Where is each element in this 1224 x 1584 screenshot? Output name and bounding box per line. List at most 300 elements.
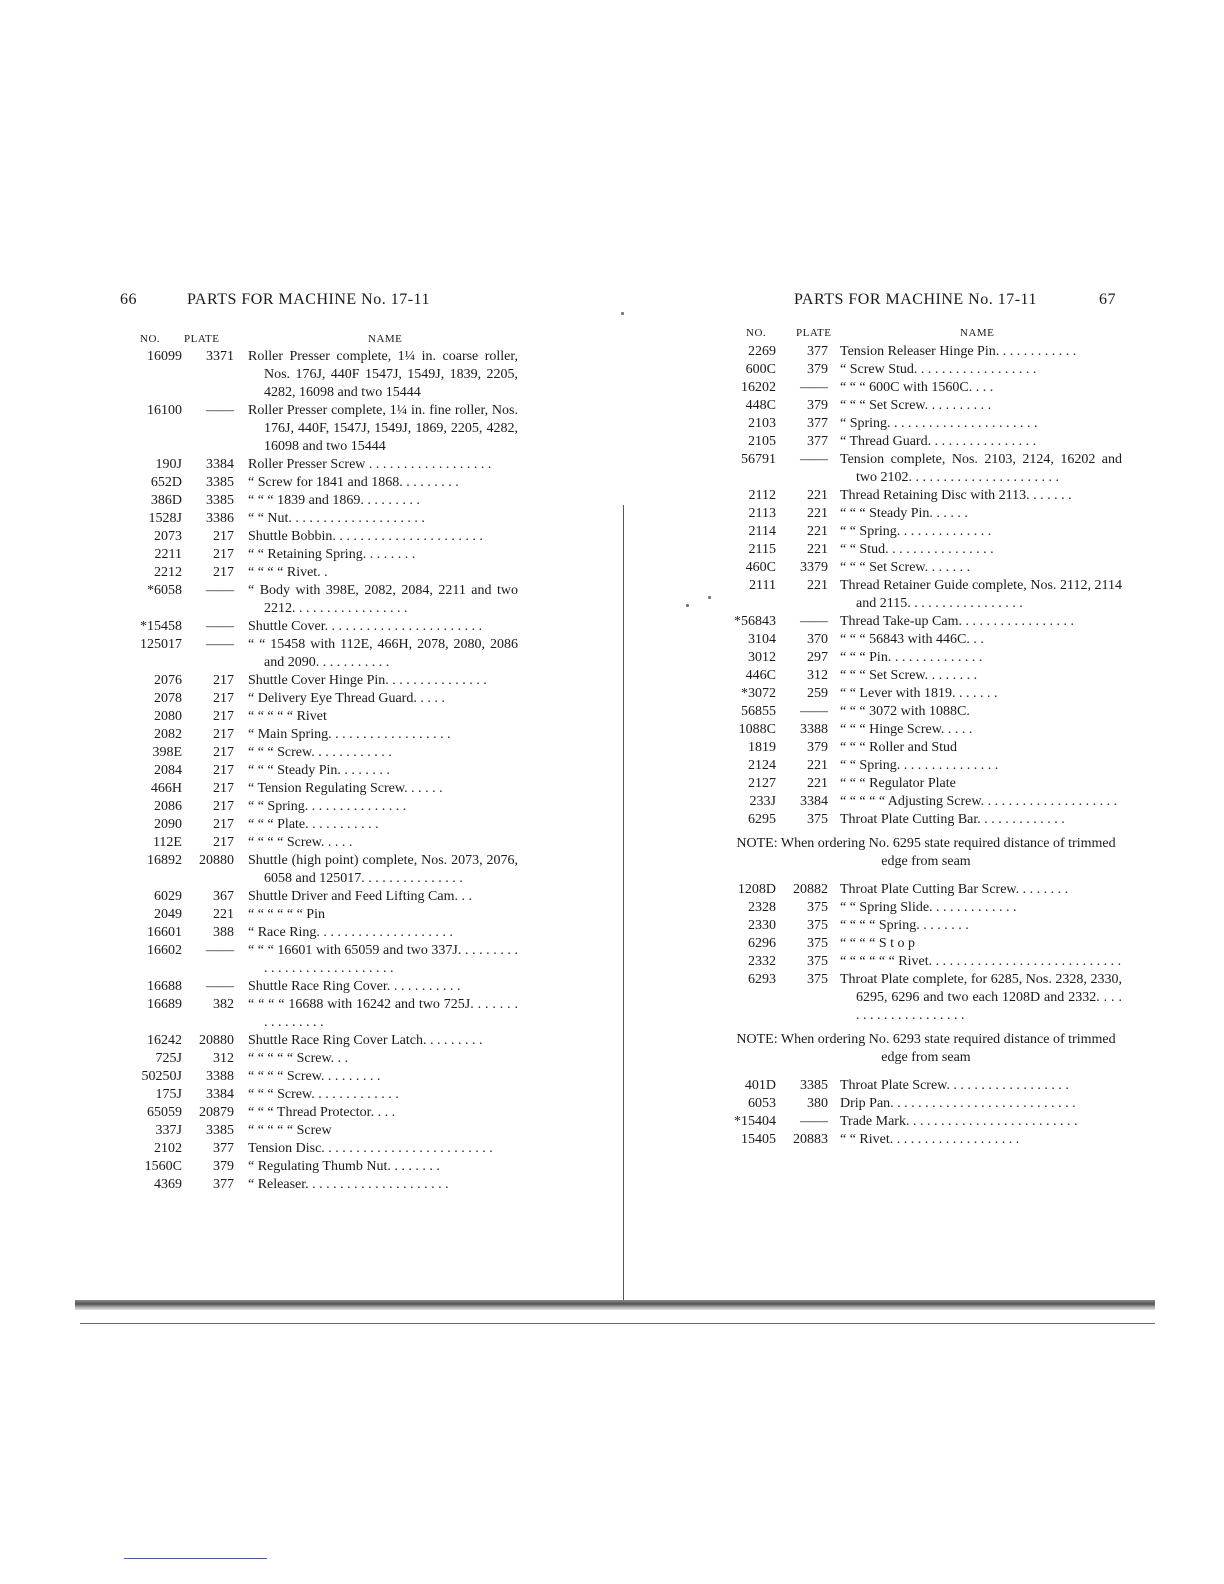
part-number: *6058 (147, 583, 182, 598)
part-name: “ “ “ Set Screw. . . . . . . (840, 560, 971, 575)
plate-number: 221 (807, 506, 828, 521)
part-name: “ Race Ring. . . . . . . . . . . . . . . . . . . . (248, 925, 453, 940)
right-page-title: PARTS FOR MACHINE No. 17-11 (794, 291, 1037, 308)
part-number: 466H (150, 781, 182, 796)
parts-row (118, 798, 518, 816)
parts-row (118, 348, 518, 402)
plate-number: —— (206, 403, 234, 418)
part-number: 50250J (141, 1069, 182, 1084)
parts-row (730, 577, 1122, 613)
plate-number: 380 (807, 1096, 828, 1111)
part-name: Shuttle Bobbin. . . . . . . . . . . . . . . . . . . . . . (248, 529, 483, 544)
parts-row (118, 402, 518, 456)
parts-row (730, 343, 1122, 361)
part-name: “ Screw for 1841 and 1868. . . . . . . . . (248, 475, 459, 490)
part-name: “ Screw Stud. . . . . . . . . . . . . . . . . . (840, 362, 1037, 377)
part-number: 1088C (738, 722, 776, 737)
plate-number: —— (800, 452, 828, 467)
plate-number: 217 (213, 799, 234, 814)
part-name: “ “ “ “ “ Screw (248, 1123, 332, 1138)
parts-row (730, 757, 1122, 775)
part-name: “ “ “ Steady Pin. . . . . . . . (248, 763, 390, 778)
parts-row (730, 397, 1122, 415)
scan-artifact-bar (75, 1300, 1155, 1310)
plate-number: 217 (213, 691, 234, 706)
plate-number: 3385 (206, 493, 234, 508)
part-name: Throat Plate complete, for 6285, Nos. 2328, 2330, 6295, 6296 and two each 1208D and 2332. . . . . . . . . . . . . . . . . . . . (840, 972, 1122, 1023)
parts-row (730, 451, 1122, 487)
part-number: 2080 (154, 709, 182, 724)
part-name: “ “ “ “ Screw. . . . . . . . . (248, 1069, 381, 1084)
right-parts-group-a (730, 343, 1122, 829)
left-page-title: PARTS FOR MACHINE No. 17-11 (187, 291, 430, 308)
part-name: “ Delivery Eye Thread Guard. . . . . (248, 691, 445, 706)
part-number: 1528J (148, 511, 182, 526)
plate-number: 367 (213, 889, 234, 904)
parts-row (118, 780, 518, 798)
plate-number: —— (206, 583, 234, 598)
parts-row (730, 631, 1122, 649)
plate-number: 3386 (206, 511, 234, 526)
part-name: “ “ “ “ “ “ Pin (248, 907, 325, 922)
plate-number: 20880 (199, 1033, 234, 1048)
plate-number: 379 (807, 362, 828, 377)
parts-row (730, 1095, 1122, 1113)
right-col-plate: PLATE (796, 327, 832, 339)
plate-number: 20882 (793, 882, 828, 897)
part-name: “ Body with 398E, 2082, 2084, 2211 and two 2212. . . . . . . . . . . . . . . . . (248, 583, 518, 616)
plate-number: 388 (213, 925, 234, 940)
part-number: 652D (150, 475, 182, 490)
part-name: Roller Presser Screw . . . . . . . . . . . . . . . . . . (248, 457, 492, 472)
left-running-head (118, 288, 518, 312)
part-number: 2332 (748, 954, 776, 969)
part-name: Shuttle (high point) complete, Nos. 2073, 2076, 6058 and 125017. . . . . . . . . . . . . . . (248, 853, 518, 886)
part-name: Thread Retainer Guide complete, Nos. 2112, 2114 and 2115. . . . . . . . . . . . . . . . . (840, 578, 1122, 611)
part-name: Thread Take-up Cam. . . . . . . . . . . . . . . . . (840, 614, 1074, 629)
part-name: Throat Plate Cutting Bar. . . . . . . . . . . . . (840, 812, 1065, 827)
part-number: 2073 (154, 529, 182, 544)
part-name: “ “ Retaining Spring. . . . . . . . (248, 547, 416, 562)
parts-row (118, 546, 518, 564)
part-number: 16602 (147, 943, 182, 958)
plate-number: 377 (807, 416, 828, 431)
parts-row (118, 978, 518, 996)
part-number: 16099 (147, 349, 182, 364)
parts-row (118, 888, 518, 906)
part-number: 2105 (748, 434, 776, 449)
part-number: 233J (749, 794, 776, 809)
parts-row (118, 744, 518, 762)
part-name: “ “ “ Regulator Plate (840, 776, 956, 791)
part-number: 401D (744, 1078, 776, 1093)
part-name: “ “ “ Steady Pin. . . . . . (840, 506, 968, 521)
parts-row (118, 618, 518, 636)
right-col-no: NO. (746, 327, 767, 339)
part-name: “ “ “ Screw. . . . . . . . . . . . . (248, 1087, 399, 1102)
parts-row (730, 899, 1122, 917)
parts-row (730, 775, 1122, 793)
parts-row (118, 852, 518, 888)
part-number: 2269 (748, 344, 776, 359)
part-number: 1819 (748, 740, 776, 755)
plate-number: —— (206, 637, 234, 652)
part-number: 446C (745, 668, 776, 683)
right-parts-group-b (730, 881, 1122, 1025)
part-name: “ “ “ Set Screw. . . . . . . . (840, 668, 978, 683)
part-name: “ “ Spring. . . . . . . . . . . . . . . (840, 758, 999, 773)
plate-number: 217 (213, 817, 234, 832)
part-name: “ “ “ 3072 with 1088C. (840, 704, 970, 719)
parts-row (118, 1050, 518, 1068)
plate-number: 377 (213, 1177, 234, 1192)
parts-row (730, 559, 1122, 577)
part-name: “ Spring. . . . . . . . . . . . . . . . . . . . . . (840, 416, 1038, 431)
part-name: “ “ “ “ “ Adjusting Screw. . . . . . . . . . . . . . . . . . . . (840, 794, 1118, 809)
scan-speck (686, 604, 689, 607)
parts-row (118, 510, 518, 528)
plate-number: —— (206, 619, 234, 634)
plate-number: 379 (807, 398, 828, 413)
part-name: “ “ “ 56843 with 446C. . . (840, 632, 984, 647)
part-number: 2124 (748, 758, 776, 773)
part-name: “ Releaser. . . . . . . . . . . . . . . . . . . . . (248, 1177, 449, 1192)
part-name: “ Thread Guard. . . . . . . . . . . . . . . . (840, 434, 1037, 449)
part-number: 16100 (147, 403, 182, 418)
parts-row (730, 649, 1122, 667)
part-number: 2078 (154, 691, 182, 706)
part-number: 2090 (154, 817, 182, 832)
part-number: 2211 (154, 547, 182, 562)
parts-row (730, 379, 1122, 397)
parts-row (730, 667, 1122, 685)
parts-row (730, 739, 1122, 757)
right-running-head (730, 288, 1122, 312)
plate-number: 379 (213, 1159, 234, 1174)
plate-number: 375 (807, 918, 828, 933)
note-6293: NOTE: When ordering No. 6293 state required distance of trimmed edge from seam (736, 1032, 1116, 1065)
part-name: Trade Mark. . . . . . . . . . . . . . . . . . . . . . . . . (840, 1114, 1078, 1129)
plate-number: 221 (213, 907, 234, 922)
part-number: 65059 (147, 1105, 182, 1120)
plate-number: 217 (213, 745, 234, 760)
part-number: 448C (745, 398, 776, 413)
part-number: 2114 (748, 524, 776, 539)
parts-row (118, 564, 518, 582)
plate-number: 221 (807, 488, 828, 503)
scan-artifact-line (80, 1323, 1155, 1324)
plate-number: 377 (807, 434, 828, 449)
part-name: Tension Releaser Hinge Pin. . . . . . . . . . . . (840, 344, 1077, 359)
parts-row (118, 582, 518, 618)
part-name: “ “ Nut. . . . . . . . . . . . . . . . . . . . (248, 511, 425, 526)
parts-row (730, 721, 1122, 739)
part-number: 16242 (147, 1033, 182, 1048)
part-number: 16688 (147, 979, 182, 994)
part-number: 15405 (741, 1132, 776, 1147)
part-number: 3104 (748, 632, 776, 647)
part-name: Roller Presser complete, 1¼ in. coarse roller, Nos. 176J, 440F 1547J, 1549J, 1839, 2205, 4282, 16098 and two 15444 (248, 349, 518, 400)
part-number: 56855 (741, 704, 776, 719)
part-number: 2112 (748, 488, 776, 503)
parts-row (118, 690, 518, 708)
part-name: Throat Plate Cutting Bar Screw. . . . . . . . (840, 882, 1069, 897)
part-name: Drip Pan. . . . . . . . . . . . . . . . . . . . . . . . . . . (840, 1096, 1076, 1111)
plate-number: 217 (213, 529, 234, 544)
parts-row (730, 523, 1122, 541)
part-name: Tension complete, Nos. 2103, 2124, 16202 and two 2102. . . . . . . . . . . . . . . . . . . . . . (840, 452, 1122, 485)
part-name: “ Main Spring. . . . . . . . . . . . . . . . . . (248, 727, 451, 742)
part-name: Shuttle Driver and Feed Lifting Cam. . . (248, 889, 472, 904)
plate-number: —— (800, 380, 828, 395)
part-number: 16601 (147, 925, 182, 940)
part-name: Roller Presser complete, 1¼ in. fine roller, Nos. 176J, 440F, 1547J, 1549J, 1869, 2205, 4282, 16098 and two 15444 (248, 403, 518, 454)
part-name: “ “ “ “ Rivet. . (248, 565, 328, 580)
part-name: Thread Retaining Disc with 2113. . . . . . . (840, 488, 1072, 503)
part-number: 6296 (748, 936, 776, 951)
page-gutter-line (623, 505, 624, 1300)
part-name: Shuttle Race Ring Cover. . . . . . . . . . . (248, 979, 461, 994)
part-number: *3072 (741, 686, 776, 701)
part-number: 386D (150, 493, 182, 508)
parts-row (730, 935, 1122, 953)
part-number: 398E (152, 745, 182, 760)
part-name: “ Regulating Thumb Nut. . . . . . . . (248, 1159, 440, 1174)
part-number: 2113 (748, 506, 776, 521)
part-number: 6053 (748, 1096, 776, 1111)
parts-row (118, 456, 518, 474)
part-number: 1208D (737, 882, 776, 897)
plate-number: 3385 (206, 1123, 234, 1138)
plate-number: 217 (213, 781, 234, 796)
plate-number: 3385 (206, 475, 234, 490)
part-name: “ “ Spring. . . . . . . . . . . . . . (840, 524, 992, 539)
part-number: 2111 (749, 578, 776, 593)
parts-row (730, 415, 1122, 433)
part-number: 6295 (748, 812, 776, 827)
parts-row (118, 1032, 518, 1050)
part-number: 2115 (748, 542, 776, 557)
part-name: “ “ Rivet. . . . . . . . . . . . . . . . . . . (840, 1132, 1020, 1147)
plate-number: 221 (807, 758, 828, 773)
plate-number: 370 (807, 632, 828, 647)
part-name: “ “ “ Roller and Stud (840, 740, 958, 755)
parts-row (730, 917, 1122, 935)
scan-speck (708, 596, 711, 599)
note-6295: NOTE: When ordering No. 6295 state required distance of trimmed edge from seam (736, 836, 1116, 869)
parts-row (118, 492, 518, 510)
right-col-name: NAME (960, 327, 995, 339)
left-page-number: 66 (120, 291, 137, 308)
plate-number: 221 (807, 578, 828, 593)
part-number: *15404 (734, 1114, 776, 1129)
part-number: *15458 (140, 619, 182, 634)
part-number: 2127 (748, 776, 776, 791)
parts-row (118, 942, 518, 978)
parts-row (118, 636, 518, 672)
part-name: “ “ “ 16601 with 65059 and two 337J. . . . . . . . . . . . . . . . . . . . . . . . . . . . (248, 943, 518, 976)
part-number: 2330 (748, 918, 776, 933)
part-name: “ “ “ “ Spring. . . . . . . . (840, 918, 969, 933)
parts-row (118, 906, 518, 924)
parts-row (730, 613, 1122, 631)
plate-number: 217 (213, 565, 234, 580)
part-number: 600C (745, 362, 776, 377)
parts-row (730, 361, 1122, 379)
part-name: “ “ “ “ “ Screw. . . (248, 1051, 349, 1066)
parts-row (730, 881, 1122, 899)
part-number: 112E (152, 835, 182, 850)
parts-row (118, 1068, 518, 1086)
parts-row (730, 953, 1122, 971)
part-name: “ “ “ 1839 and 1869. . . . . . . . . (248, 493, 420, 508)
plate-number: 217 (213, 547, 234, 562)
plate-number: 377 (807, 344, 828, 359)
part-name: “ “ Spring Slide. . . . . . . . . . . . . (840, 900, 1017, 915)
part-name: “ “ “ Pin. . . . . . . . . . . . . . (840, 650, 983, 665)
plate-number: 312 (807, 668, 828, 683)
plate-number: —— (800, 614, 828, 629)
part-name: Tension Disc. . . . . . . . . . . . . . . . . . . . . . . . . (248, 1141, 493, 1156)
plate-number: 20883 (793, 1132, 828, 1147)
parts-row (730, 811, 1122, 829)
part-name: Throat Plate Screw. . . . . . . . . . . . . . . . . . (840, 1078, 1069, 1093)
part-number: 16689 (147, 997, 182, 1012)
part-number: 6029 (154, 889, 182, 904)
left-column-header (118, 333, 518, 349)
part-number: 16892 (147, 853, 182, 868)
part-number: 190J (155, 457, 182, 472)
parts-row (118, 726, 518, 744)
plate-number: 259 (807, 686, 828, 701)
plate-number: 375 (807, 972, 828, 987)
parts-row (118, 708, 518, 726)
parts-row (118, 816, 518, 834)
part-number: 2212 (154, 565, 182, 580)
right-page-number: 67 (1099, 291, 1116, 308)
part-name: Shuttle Race Ring Cover Latch. . . . . . . . . (248, 1033, 483, 1048)
parts-row (118, 924, 518, 942)
parts-row (118, 528, 518, 546)
parts-row (730, 793, 1122, 811)
part-name: “ “ “ Plate. . . . . . . . . . . (248, 817, 379, 832)
part-name: “ Tension Regulating Screw. . . . . . (248, 781, 443, 796)
plate-number: 382 (213, 997, 234, 1012)
part-name: Shuttle Cover Hinge Pin. . . . . . . . . . . . . . . (248, 673, 487, 688)
part-number: 175J (155, 1087, 182, 1102)
part-number: 1560C (144, 1159, 182, 1174)
right-parts-list (730, 343, 1122, 1149)
part-number: 2086 (154, 799, 182, 814)
left-col-plate: PLATE (184, 333, 220, 345)
left-col-name: NAME (368, 333, 403, 345)
part-name: “ “ Lever with 1819. . . . . . . (840, 686, 998, 701)
plate-number: 3371 (206, 349, 234, 364)
parts-row (730, 685, 1122, 703)
part-number: 3012 (748, 650, 776, 665)
plate-number: —— (800, 1114, 828, 1129)
plate-number: 3388 (800, 722, 828, 737)
parts-row (730, 541, 1122, 559)
part-number: 337J (155, 1123, 182, 1138)
plate-number: 20879 (199, 1105, 234, 1120)
part-number: 2084 (154, 763, 182, 778)
parts-row (118, 672, 518, 690)
plate-number: —— (206, 979, 234, 994)
part-name: “ “ “ 600C with 1560C. . . . (840, 380, 994, 395)
plate-number: 3384 (206, 1087, 234, 1102)
plate-number: 375 (807, 812, 828, 827)
part-name: “ “ “ Screw. . . . . . . . . . . . (248, 745, 392, 760)
parts-row (118, 474, 518, 492)
plate-number: 217 (213, 709, 234, 724)
parts-row (730, 971, 1122, 1025)
part-name: “ “ “ Thread Protector. . . . (248, 1105, 396, 1120)
plate-number: 217 (213, 673, 234, 688)
plate-number: 221 (807, 524, 828, 539)
underline-link[interactable] (124, 1558, 267, 1559)
part-number: 2049 (154, 907, 182, 922)
part-name: “ “ “ “ “ Rivet (248, 709, 327, 724)
plate-number: 3384 (800, 794, 828, 809)
part-number: 2102 (154, 1141, 182, 1156)
parts-row (118, 1122, 518, 1140)
plate-number: 3384 (206, 457, 234, 472)
part-number: 56791 (741, 452, 776, 467)
parts-row (730, 487, 1122, 505)
parts-row (118, 762, 518, 780)
plate-number: 3388 (206, 1069, 234, 1084)
part-number: 2076 (154, 673, 182, 688)
plate-number: —— (206, 943, 234, 958)
parts-row (118, 1104, 518, 1122)
plate-number: 375 (807, 936, 828, 951)
parts-row (118, 1086, 518, 1104)
part-number: 16202 (741, 380, 776, 395)
part-name: “ “ “ “ Screw. . . . . (248, 835, 353, 850)
part-number: 2103 (748, 416, 776, 431)
part-name: “ “ Spring. . . . . . . . . . . . . . . (248, 799, 407, 814)
plate-number: 20880 (199, 853, 234, 868)
part-name: “ “ “ Hinge Screw. . . . . (840, 722, 973, 737)
part-number: 4369 (154, 1177, 182, 1192)
part-name: Shuttle Cover. . . . . . . . . . . . . . . . . . . . . . . (248, 619, 483, 634)
plate-number: 221 (807, 542, 828, 557)
part-name: “ “ “ “ S t o p (840, 936, 916, 951)
plate-number: 217 (213, 763, 234, 778)
parts-row (118, 996, 518, 1032)
right-parts-group-c (730, 1077, 1122, 1149)
right-column-header (730, 327, 1122, 343)
parts-row (730, 433, 1122, 451)
part-number: *56843 (734, 614, 776, 629)
parts-row (118, 1140, 518, 1158)
part-number: 2328 (748, 900, 776, 915)
parts-row (730, 505, 1122, 523)
part-number: 2082 (154, 727, 182, 742)
plate-number: 379 (807, 740, 828, 755)
part-number: 725J (155, 1051, 182, 1066)
part-name: “ “ Stud. . . . . . . . . . . . . . . . (840, 542, 994, 557)
part-name: “ “ 15458 with 112E, 466H, 2078, 2080, 2086 and 2090. . . . . . . . . . . (248, 637, 518, 670)
left-parts-list (118, 348, 518, 1194)
part-name: “ “ “ “ “ “ Rivet. . . . . . . . . . . . . . . . . . . . . . . . . . . . (840, 954, 1122, 969)
parts-row (118, 834, 518, 852)
part-name: “ “ “ Set Screw. . . . . . . . . . (840, 398, 992, 413)
parts-row (730, 1131, 1122, 1149)
plate-number: 3385 (800, 1078, 828, 1093)
parts-row (730, 1077, 1122, 1095)
